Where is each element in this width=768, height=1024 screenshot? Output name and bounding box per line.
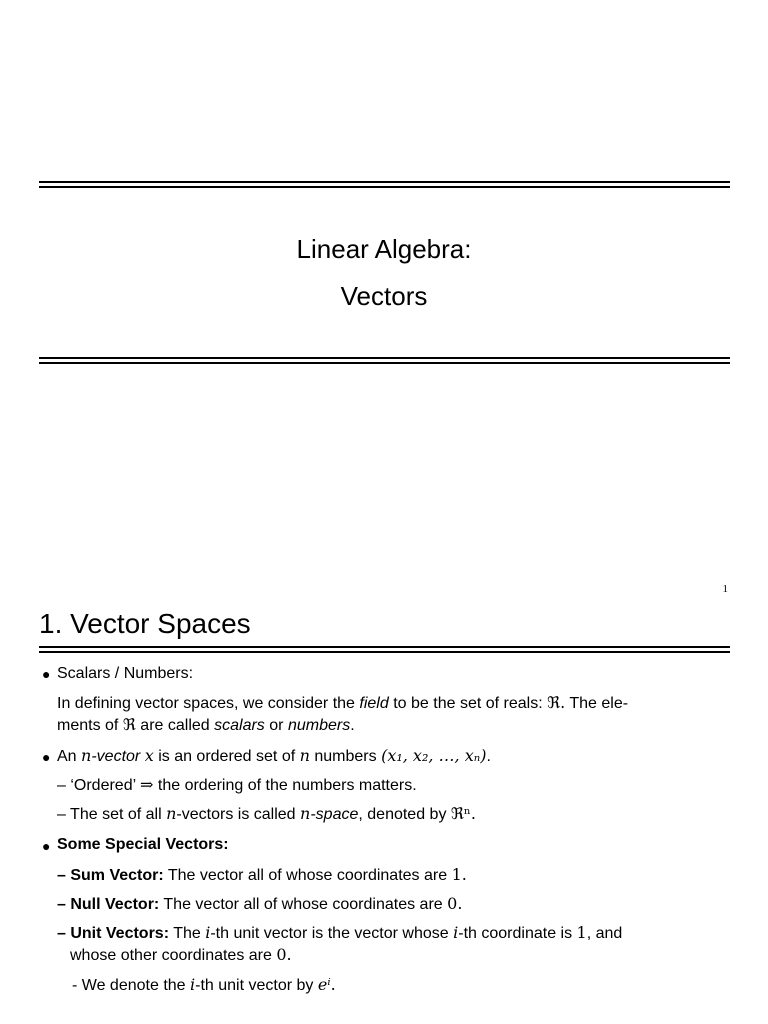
section-heading: 1. Vector Spaces <box>39 608 251 639</box>
set-subitem: – The set of all n-vectors is called n-space, denoted by ℜⁿ. <box>57 804 476 823</box>
title-top-rule-1 <box>39 181 730 183</box>
nvector-sentence: An n-vector x is an ordered set of n numbers (x₁, x₂, …, xₙ). <box>57 746 491 765</box>
sum-vector-item: – Sum Vector: The vector all of whose coordinates are 1. <box>57 865 467 884</box>
title-bottom-rule-2 <box>39 362 730 364</box>
title-top-rule-2 <box>39 186 730 188</box>
special-vectors-label: Some Special Vectors: <box>57 836 229 853</box>
bullet-icon: ● <box>42 749 51 765</box>
bullet-icon: ● <box>42 838 51 854</box>
denote-item: - We denote the i-th unit vector by eⁱ. <box>72 975 336 994</box>
title-bottom-rule-1 <box>39 357 730 359</box>
unit-vector-item-line2: whose other coordinates are 0. <box>70 945 292 964</box>
elements-sentence: ments of ℜ are called scalars or numbers. <box>57 715 355 734</box>
slide-title-line1: Linear Algebra: <box>296 234 472 264</box>
heading-rule-1 <box>39 646 730 648</box>
page-number: 1 <box>722 583 728 595</box>
unit-vector-item: – Unit Vectors: The i-th unit vector is the vector whose i-th coordinate is 1, and <box>57 923 623 942</box>
slide-title-line2: Vectors <box>340 281 428 311</box>
scalars-label: Scalars / Numbers: <box>57 665 194 682</box>
ordered-subitem: – ‘Ordered’ ⇒ the ordering of the numbers matters. <box>57 775 417 794</box>
bullet-icon: ● <box>42 666 51 682</box>
heading-rule-2 <box>39 651 730 653</box>
null-vector-item: – Null Vector: The vector all of whose coordinates are 0. <box>57 894 463 913</box>
field-sentence: In defining vector spaces, we consider the field to be the set of reals: ℜ. The ele- <box>57 693 629 712</box>
